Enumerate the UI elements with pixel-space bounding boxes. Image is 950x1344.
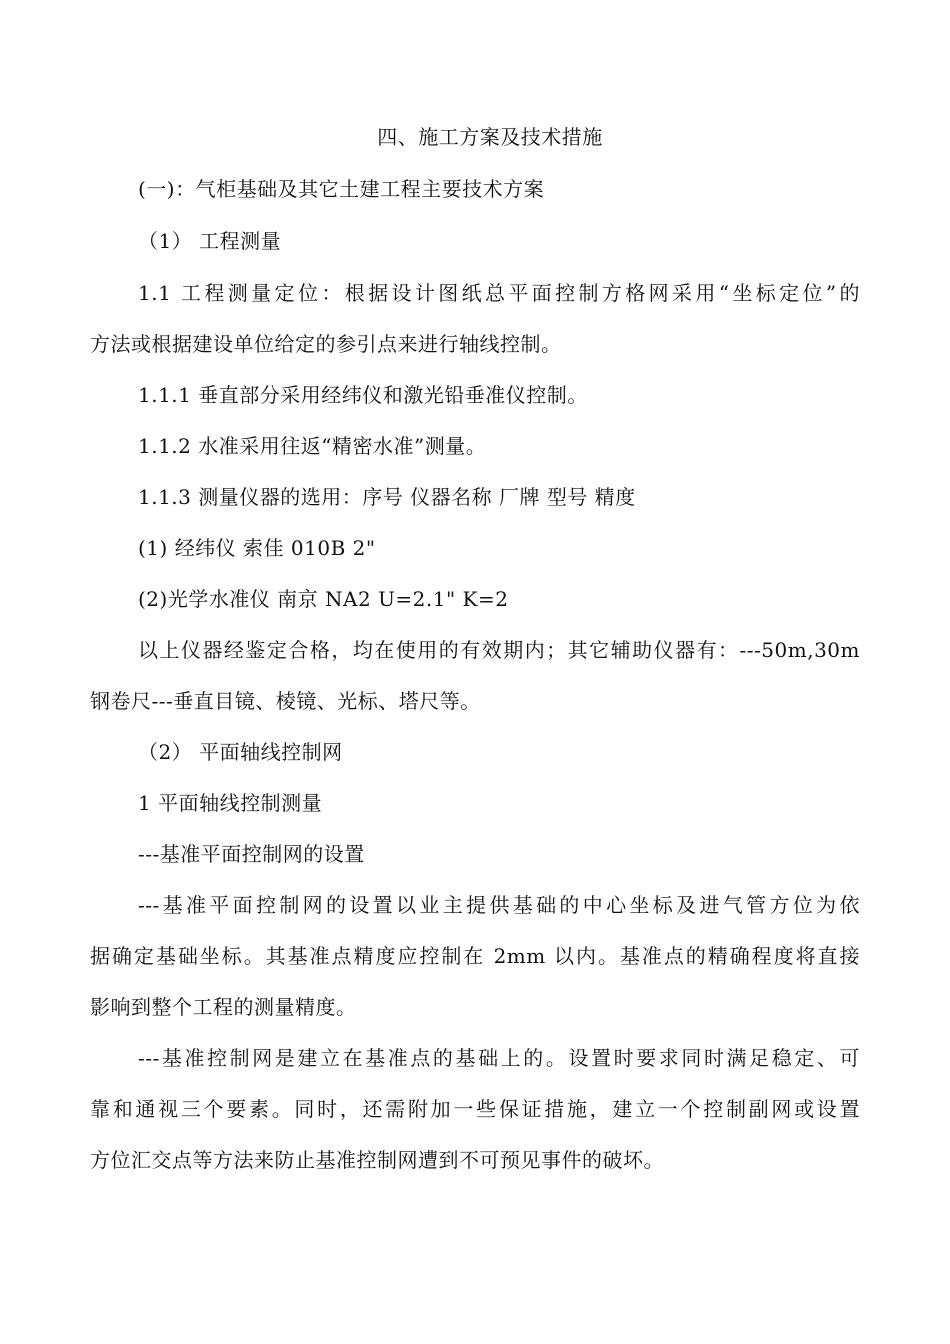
paragraph-4: 1.1.3 测量仪器的选用：序号 仪器名称 厂牌 型号 精度 — [138, 485, 636, 509]
paragraph-8: 1 平面轴线控制测量 — [138, 791, 323, 815]
paragraph-6: (2)光学水准仪 南京 NA2 U=2.1" K=2 — [138, 587, 509, 611]
paragraph-11-line-1: ---基准控制网是建立在基准点的基础上的。设置时要求同时满足稳定、可 — [138, 1046, 860, 1070]
subsection-heading-survey: （1） 工程测量 — [138, 229, 282, 253]
paragraph-11-line-3: 方位汇交点等方法来防止基准控制网遭到不可预见事件的破坏。 — [90, 1148, 664, 1172]
subsection-heading-axis-network: （2） 平面轴线控制网 — [138, 740, 343, 764]
paragraph-10-line-1: ---基准平面控制网的设置以业主提供基础的中心坐标及进气管方位为依 — [138, 893, 860, 917]
paragraph-7-line-2: 钢卷尺---垂直目镜、棱镜、光标、塔尺等。 — [90, 689, 481, 713]
paragraph-5: (1) 经纬仪 索佳 010B 2" — [138, 536, 376, 560]
paragraph-7-line-1: 以上仪器经鉴定合格，均在使用的有效期内；其它辅助仪器有：---50m,30m — [138, 638, 860, 662]
paragraph-10-line-3: 影响到整个工程的测量精度。 — [90, 995, 357, 1019]
paragraph-11-line-2: 靠和通视三个要素。同时，还需附加一些保证措施，建立一个控制副网或设置 — [90, 1097, 860, 1121]
paragraph-1-line-1: 1.1 工程测量定位：根据设计图纸总平面控制方格网采用“坐标定位”的 — [138, 281, 860, 305]
paragraph-3: 1.1.2 水准采用往返“精密水准”测量。 — [138, 434, 487, 458]
paragraph-2: 1.1.1 垂直部分采用经纬仪和激光铅垂准仪控制。 — [138, 383, 588, 407]
paragraph-1-line-2: 方法或根据建设单位给定的参引点来进行轴线控制。 — [90, 332, 562, 356]
page-title: 四、施工方案及技术措施 — [377, 125, 603, 149]
section-heading: (一)：气柜基础及其它土建工程主要技术方案 — [138, 177, 545, 201]
paragraph-10-line-2: 据确定基础坐标。其基准点精度应控制在 2mm 以内。基准点的精确程度将直接 — [90, 944, 860, 968]
paragraph-9: ---基准平面控制网的设置 — [138, 842, 365, 866]
